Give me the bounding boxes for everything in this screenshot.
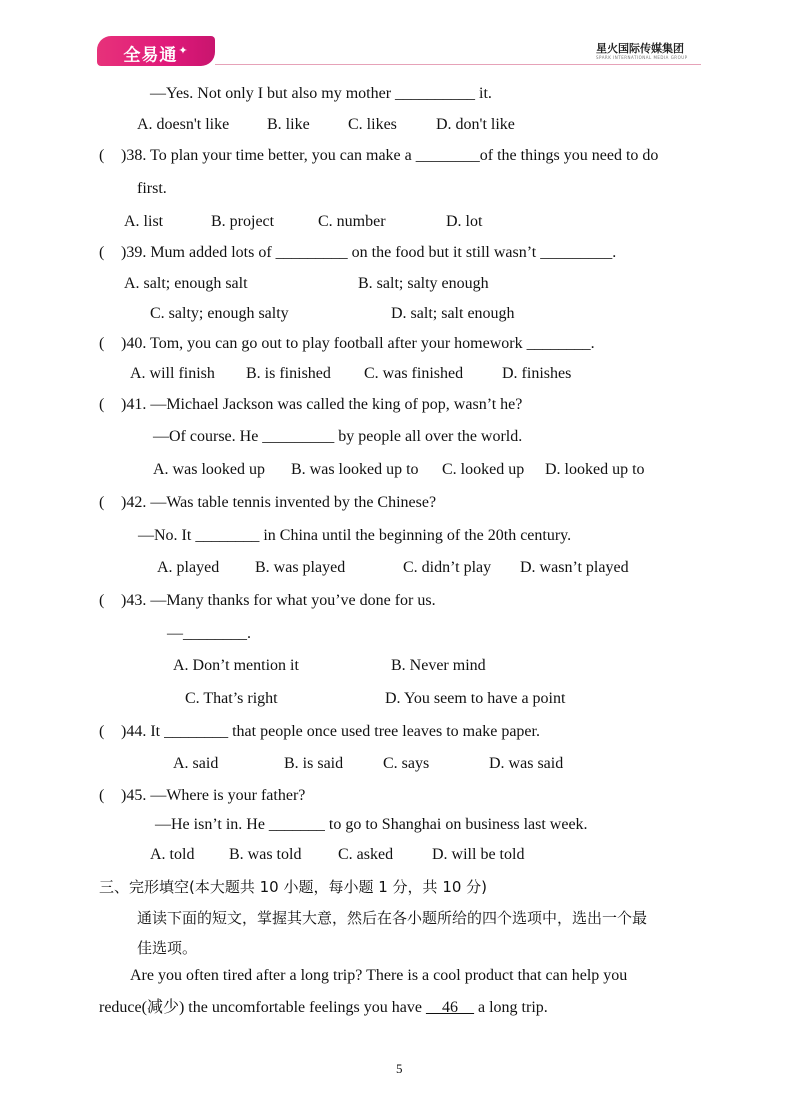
passage-text: reduce(减少) the uncomfortable feelings you have (99, 999, 426, 1016)
q40-option-a: A. will finish (130, 365, 215, 382)
q44-option-c: C. says (383, 755, 430, 772)
q37-option-b: B. like (267, 116, 310, 133)
q38-answer-paren: ( (99, 147, 105, 164)
passage-line-2 (99, 998, 548, 1018)
q38-option-d: D. lot (446, 213, 483, 230)
q44-answer-paren: ( (99, 723, 105, 740)
q43-option-c: C. That’s right (185, 690, 278, 707)
q39-option-a: A. salt; enough salt (124, 275, 248, 292)
q37-option-d: D. don't like (436, 116, 515, 133)
section-instructions-cont: 佳选项。 (137, 939, 198, 957)
q38-option-b: B. project (211, 213, 275, 230)
publisher-name: 星火国际传媒集团 (596, 42, 684, 55)
q43-option-b: B. Never mind (391, 657, 486, 674)
q42-option-b: B. was played (255, 559, 346, 576)
q39-option-b: B. salt; salty enough (358, 275, 489, 292)
q37-reply: —Yes. Not only I but also my mother __________ it. (150, 85, 492, 102)
q40-answer-paren: ( (99, 335, 105, 352)
q40-option-b: B. is finished (246, 365, 331, 382)
section-instructions: 通读下面的短文，掌握其大意，然后在各小题所给的四个选项中，选出一个最 (137, 909, 648, 927)
q39-stem: )39. Mum added lots of _________ on the food but it still wasn’t _________. (121, 244, 617, 261)
q43-reply: —________. (167, 625, 251, 642)
star-icon: ✦ (178, 44, 189, 57)
q41-option-c: C. looked up (442, 461, 525, 478)
q39-option-d: D. salt; salt enough (391, 305, 515, 322)
q42-option-c: C. didn’t play (403, 559, 492, 576)
q41-option-d: D. looked up to (545, 461, 645, 478)
q45-option-c: C. asked (338, 846, 394, 863)
q40-option-c: C. was finished (364, 365, 464, 382)
q37-option-a: A. doesn't like (137, 116, 230, 133)
q37-option-c: C. likes (348, 116, 397, 133)
q40-option-d: D. finishes (502, 365, 572, 382)
passage-blank-46: __46__ (426, 999, 474, 1016)
q45-reply: —He isn’t in. He _______ to go to Shanghai on business last week. (155, 816, 588, 833)
q38-option-c: C. number (318, 213, 386, 230)
header-divider (215, 64, 701, 65)
q45-option-b: B. was told (229, 846, 302, 863)
q44-option-d: D. was said (489, 755, 564, 772)
q42-option-a: A. played (157, 559, 220, 576)
brand-logo (97, 36, 215, 66)
q41-option-a: A. was looked up (153, 461, 265, 478)
passage-line-1: Are you often tired after a long trip? There is a cool product that can help you (130, 967, 628, 984)
q45-option-a: A. told (150, 846, 195, 863)
q43-option-a: A. Don’t mention it (173, 657, 299, 674)
q41-option-b: B. was looked up to (291, 461, 419, 478)
q44-option-b: B. is said (284, 755, 344, 772)
q39-answer-paren: ( (99, 244, 105, 261)
publisher-name-en: SPARK INTERNATIONAL MEDIA GROUP (596, 55, 688, 60)
q38-option-a: A. list (124, 213, 164, 230)
q45-answer-paren: ( (99, 787, 105, 804)
passage-text-end: a long trip. (474, 999, 548, 1016)
q39-option-c: C. salty; enough salty (150, 305, 289, 322)
q42-reply: —No. It ________ in China until the beginning of the 20th century. (138, 527, 572, 544)
q42-stem: )42. —Was table tennis invented by the Chinese? (121, 494, 437, 511)
q43-answer-paren: ( (99, 592, 105, 609)
q38-stem-cont: first. (137, 180, 167, 197)
q43-option-d: D. You seem to have a point (385, 690, 566, 707)
section-title: 三、完形填空(本大题共 10 小题，每小题 1 分，共 10 分) (99, 878, 488, 896)
logo-text: 全易通 (123, 45, 178, 66)
q40-stem: )40. Tom, you can go out to play football after your homework ________. (121, 335, 595, 352)
q45-option-d: D. will be told (432, 846, 525, 863)
q44-option-a: A. said (173, 755, 219, 772)
q42-option-d: D. wasn’t played (520, 559, 629, 576)
q41-reply: —Of course. He _________ by people all over the world. (153, 428, 523, 445)
q41-stem: )41. —Michael Jackson was called the king of pop, wasn’t he? (121, 396, 523, 413)
q44-stem: )44. It ________ that people once used tree leaves to make paper. (121, 723, 540, 740)
q38-stem: )38. To plan your time better, you can make a ________of the things you need to do (121, 147, 659, 164)
page-number: 5 (396, 1061, 403, 1076)
q42-answer-paren: ( (99, 494, 105, 511)
q45-stem: )45. —Where is your father? (121, 787, 306, 804)
q41-answer-paren: ( (99, 396, 105, 413)
q43-stem: )43. —Many thanks for what you’ve done for us. (121, 592, 436, 609)
